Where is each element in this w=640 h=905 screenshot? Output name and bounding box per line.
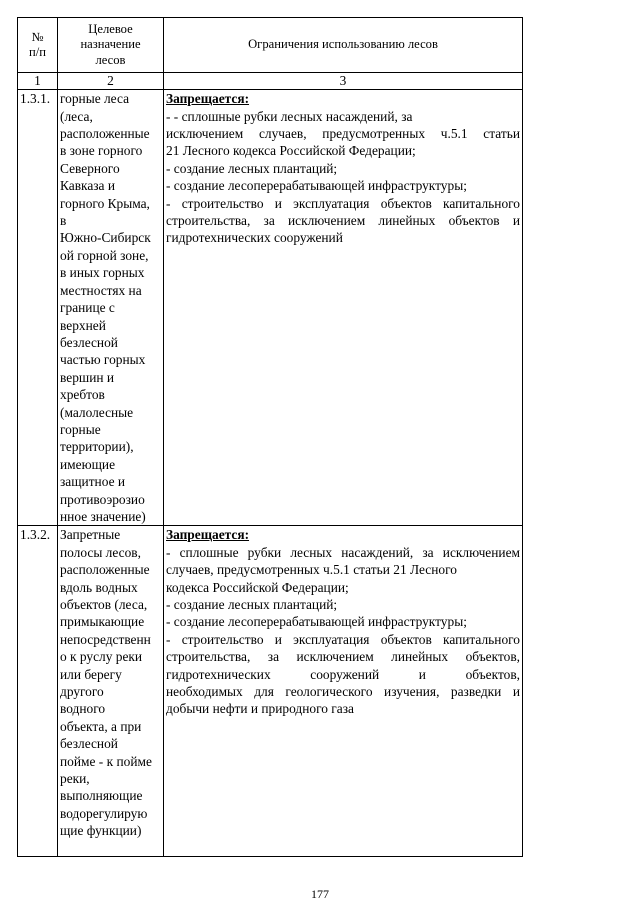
restrictions-cell	[164, 526, 523, 857]
purpose-line: вершин и	[60, 369, 115, 385]
purpose-line: (малолесные	[60, 404, 134, 420]
restriction-line: гидротехнических сооружений и объектов,	[166, 666, 520, 682]
purpose-line: верхней	[60, 317, 106, 333]
restriction-line: - создание лесных плантаций;	[166, 597, 338, 612]
purpose-line: расположенные	[60, 126, 150, 142]
purpose-line: объектов (леса,	[60, 597, 148, 612]
purpose-cell	[58, 90, 164, 526]
column-number: 2	[58, 73, 164, 90]
column-number: 3	[164, 73, 523, 90]
restriction-line: исключением случаев, предусмотренных ч.5.1 статьи	[166, 126, 520, 142]
purpose-line: водорегулирую	[60, 805, 148, 821]
purpose-line: Северного	[60, 160, 120, 176]
purpose-line: нное значение)	[60, 508, 146, 524]
table-row	[18, 90, 523, 526]
purpose-line: выполняющие	[60, 788, 143, 804]
purpose-line: полосы лесов,	[60, 544, 141, 560]
column-number-row	[18, 73, 523, 90]
purpose-line: горные	[60, 421, 101, 437]
restriction-line: строительства, за исключением линейных объектов,	[166, 649, 520, 665]
restriction-line: случаев, предусмотренных ч.5.1 статьи 21 Лесного	[166, 562, 457, 578]
purpose-line: ой горной зоне,	[60, 247, 149, 263]
column-number: 1	[18, 73, 58, 90]
purpose-line: вдоль водных	[60, 579, 138, 595]
restriction-line: добычи нефти и природного газа	[166, 701, 354, 717]
purpose-line: противоэрозио	[60, 491, 145, 507]
purpose-line: защитное и	[60, 474, 126, 490]
purpose-line: безлесной	[60, 736, 118, 752]
header-text: назначение	[80, 37, 141, 52]
purpose-line: щие функции)	[60, 823, 142, 839]
header-col-purpose	[58, 18, 164, 73]
page-number: 177	[311, 887, 329, 901]
purpose-line: горного Крыма,	[60, 195, 150, 211]
purpose-line: расположенные	[60, 562, 150, 578]
table-row	[18, 526, 523, 857]
purpose-line: Запретные	[60, 527, 121, 543]
purpose-line: Кавказа и	[60, 178, 116, 194]
row-number: 1.3.2.	[18, 526, 58, 857]
purpose-line: границе с	[60, 300, 115, 316]
purpose-line: имеющие	[60, 456, 116, 472]
prohibited-heading: Запрещается:	[166, 91, 250, 107]
header-text: №	[31, 29, 44, 44]
restriction-line: - строительство и эксплуатация объектов капитального	[166, 195, 520, 211]
restriction-line: строительства, за исключением линейных объектов и	[166, 213, 520, 229]
restriction-line: необходимых для геологического изучения, разведки и	[166, 684, 520, 700]
row-number: 1.3.1.	[18, 90, 58, 526]
purpose-line: частью горных	[60, 352, 146, 368]
purpose-line: безлесной	[60, 334, 118, 350]
restriction-line: кодекса Российской Федерации;	[166, 579, 349, 595]
purpose-line: непосредственн	[60, 631, 151, 647]
restriction-line: - создание лесных плантаций;	[166, 160, 338, 176]
purpose-line: территории),	[60, 439, 134, 455]
purpose-cell	[58, 526, 164, 857]
purpose-line: горные леса	[60, 91, 130, 107]
header-col-restrictions	[164, 18, 523, 73]
restriction-line: - создание лесоперерабатывающей инфраструктуры;	[166, 614, 467, 630]
header-text: Целевое	[88, 22, 133, 36]
purpose-line: реки,	[60, 771, 90, 787]
forest-restrictions-table	[17, 17, 523, 857]
restriction-line: - создание лесоперерабатывающей инфраструктуры;	[166, 178, 467, 194]
purpose-line: о к руслу реки	[60, 649, 143, 665]
purpose-line: в зоне горного	[60, 143, 143, 159]
header-row	[18, 18, 523, 73]
purpose-line: хребтов	[60, 387, 105, 403]
restriction-line: гидротехнических сооружений	[166, 230, 343, 246]
purpose-line: другого	[60, 684, 104, 700]
purpose-line: примыкающие	[60, 614, 145, 630]
header-col-number	[18, 18, 58, 73]
purpose-line: Южно-Сибирск	[60, 230, 151, 246]
purpose-line: водного	[60, 701, 106, 717]
purpose-line: пойме - к пойме	[60, 753, 152, 769]
restriction-line: - сплошные рубки лесных насаждений, за исключением	[166, 544, 520, 560]
header-text: лесов	[95, 52, 126, 67]
prohibited-heading: Запрещается:	[166, 527, 250, 543]
purpose-line: (леса,	[60, 108, 93, 124]
purpose-line: в иных горных	[60, 265, 145, 281]
purpose-line: объекта, а при	[60, 718, 142, 734]
purpose-line: местностях на	[60, 282, 142, 298]
restrictions-cell	[164, 90, 523, 526]
restriction-line: - строительство и эксплуатация объектов капитального	[166, 631, 520, 647]
purpose-line: или берегу	[60, 666, 122, 682]
restriction-line: - - сплошные рубки лесных насаждений, за	[166, 108, 413, 124]
header-text: п/п	[29, 45, 46, 60]
restriction-line: 21 Лесного кодекса Российской Федерации;	[166, 143, 416, 159]
header-text: Ограничения использованию лесов	[248, 37, 438, 52]
purpose-line: в	[60, 213, 67, 229]
